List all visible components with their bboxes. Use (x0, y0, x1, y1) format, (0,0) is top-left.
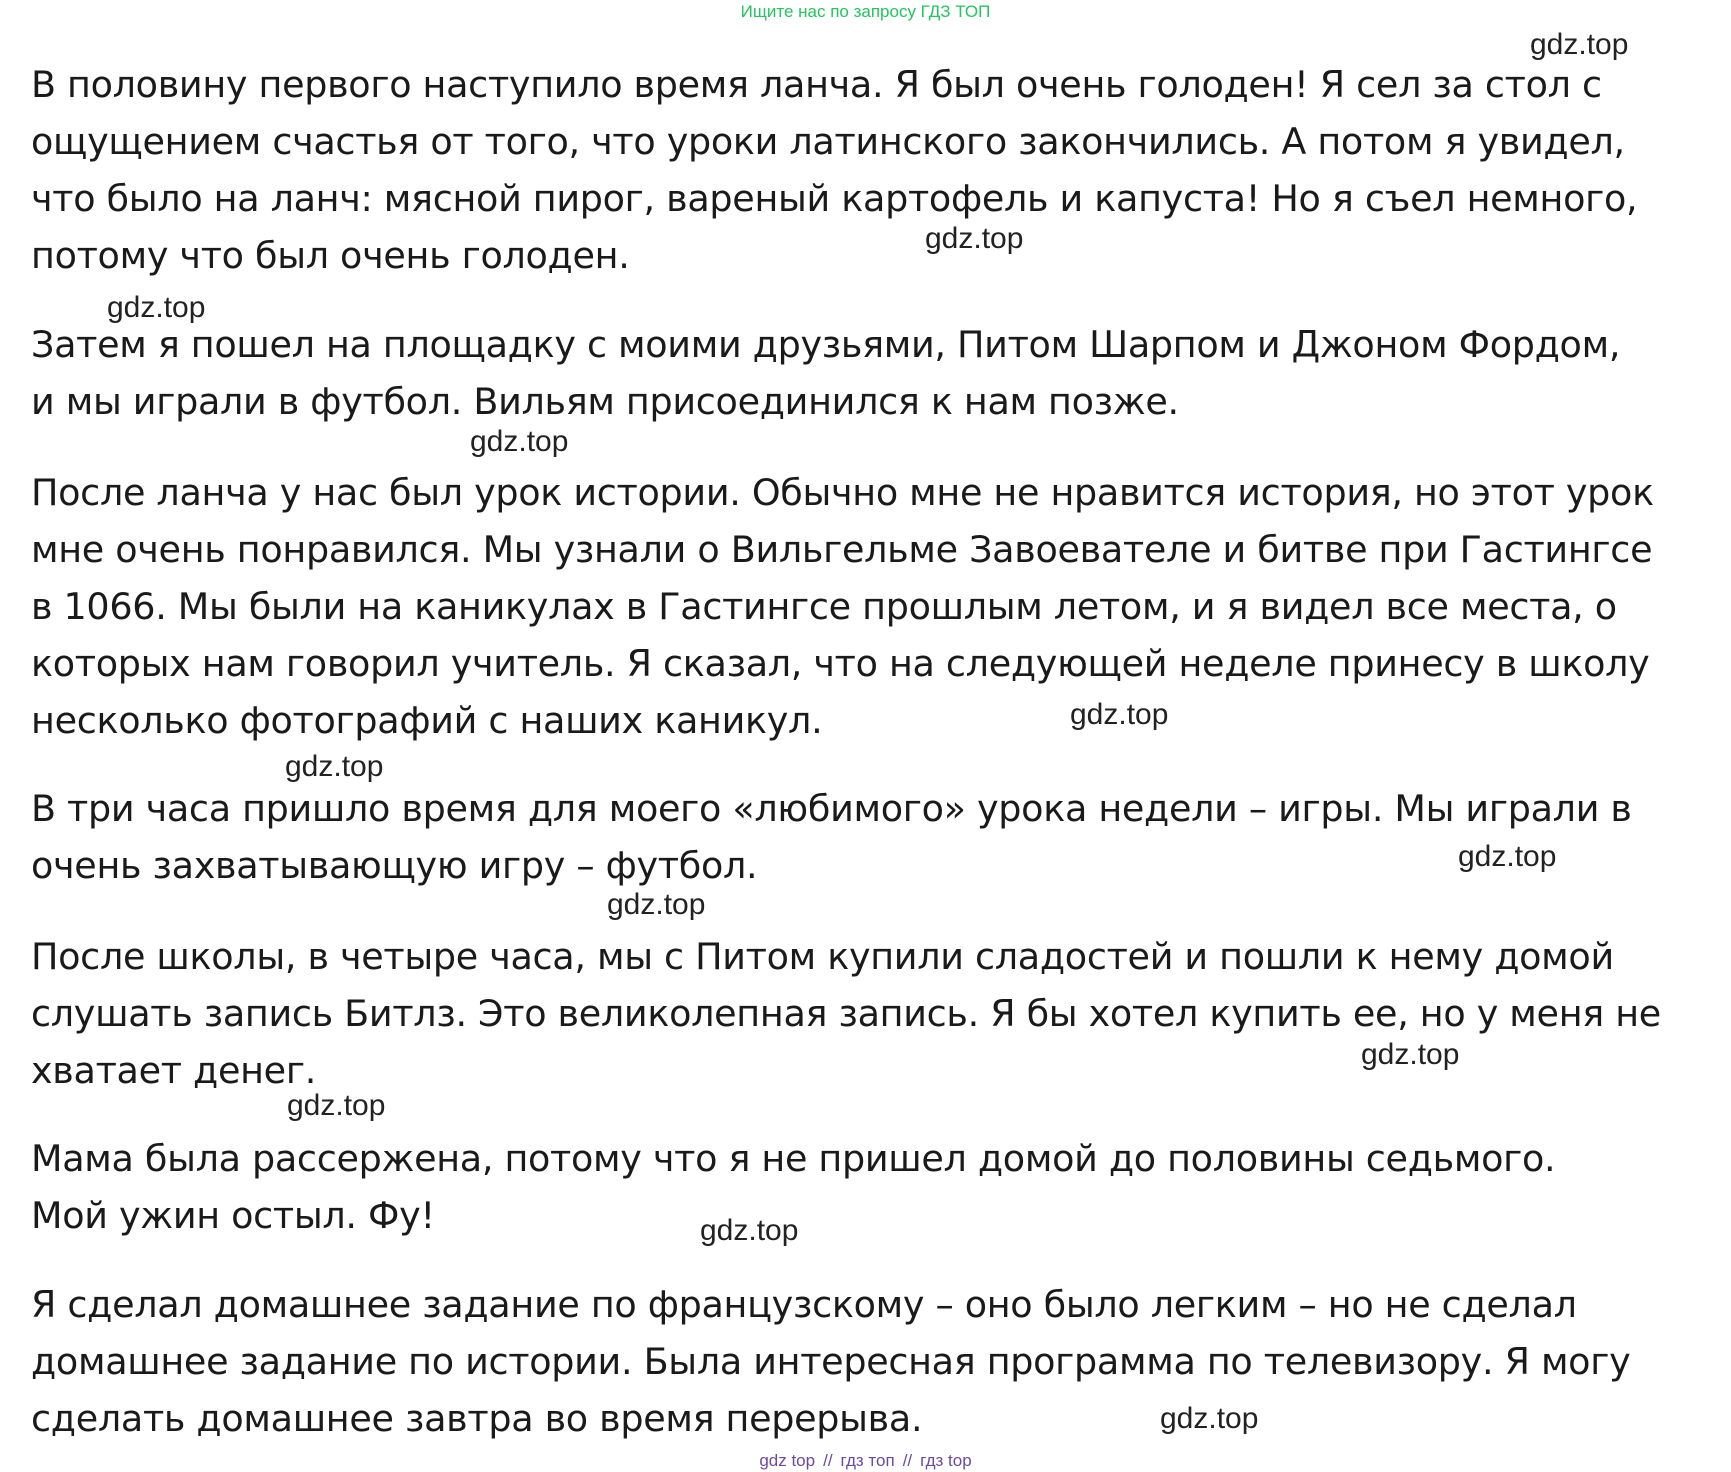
text-line: в 1066. Мы были на каникулах в Гастингсе прошлым летом, и я видел все места, о (31, 585, 1617, 628)
text-line: В половину первого наступило время ланча. Я был очень голоден! Я сел за стол с (31, 63, 1602, 106)
watermark: gdz.top (285, 750, 384, 783)
paragraph-after-school (31, 928, 1721, 1099)
paragraph-homework (31, 1276, 1721, 1447)
paragraph-lunch (31, 56, 1721, 284)
footer-link[interactable]: gdz top (759, 1451, 816, 1470)
footer-links (0, 1451, 1731, 1471)
text-line: В три часа пришло время для моего «любимого» урока недели – игры. Мы играли в (31, 787, 1632, 830)
text-line: Я сделал домашнее задание по французскому – оно было легким – но не сделал (31, 1283, 1577, 1326)
watermark: gdz.top (470, 425, 569, 458)
header-search-link[interactable]: Ищите нас по запросу ГДЗ ТОП (740, 2, 991, 21)
paragraph-games (31, 780, 1721, 894)
text-line: несколько фотографий с наших каникул. (31, 699, 823, 742)
footer-separator: // (823, 1451, 833, 1470)
text-line: что было на ланч: мясной пирог, вареный картофель и капуста! Но я съел немного, (31, 177, 1638, 220)
text-line: и мы играли в футбол. Вильям присоединился к нам позже. (31, 380, 1179, 423)
text-line: ощущением счастья от того, что уроки латинского закончились. А потом я увидел, (31, 120, 1625, 163)
text-line: После школы, в четыре часа, мы с Питом купили сладостей и пошли к нему домой (31, 935, 1614, 978)
watermark: gdz.top (1361, 1038, 1460, 1071)
footer-link[interactable]: гдз top (920, 1451, 972, 1470)
text-line: мне очень понравился. Мы узнали о Вильгельме Завоевателе и битве при Гастингсе (31, 528, 1653, 571)
footer-link[interactable]: гдз топ (840, 1451, 895, 1470)
text-line: очень захватывающую игру – футбол. (31, 844, 758, 887)
paragraph-mom (31, 1130, 1721, 1244)
text-line: хватает денег. (31, 1049, 317, 1092)
text-line: домашнее задание по истории. Была интересная программа по телевизору. Я могу (31, 1340, 1631, 1383)
text-line: Мой ужин остыл. Фу! (31, 1194, 435, 1237)
watermark: gdz.top (1070, 698, 1169, 731)
watermark: gdz.top (1530, 28, 1629, 61)
paragraph-playground (31, 316, 1721, 430)
watermark: gdz.top (107, 291, 206, 324)
paragraph-history (31, 464, 1721, 749)
footer-separator: // (902, 1451, 913, 1470)
watermark: gdz.top (925, 222, 1024, 255)
text-line: Затем я пошел на площадку с моими друзьями, Питом Шарпом и Джоном Фордом, (31, 323, 1621, 366)
watermark: gdz.top (1458, 840, 1557, 873)
text-line: сделать домашнее завтра во время перерыва. (31, 1397, 923, 1440)
watermark: gdz.top (700, 1214, 799, 1247)
watermark: gdz.top (287, 1089, 386, 1122)
watermark: gdz.top (1160, 1402, 1259, 1435)
text-line: После ланча у нас был урок истории. Обычно мне не нравится история, но этот урок (31, 471, 1654, 514)
watermark: gdz.top (607, 888, 706, 921)
text-line: которых нам говорил учитель. Я сказал, что на следующей неделе принесу в школу (31, 642, 1650, 685)
text-line: слушать запись Битлз. Это великолепная запись. Я бы хотел купить ее, но у меня не (31, 992, 1661, 1035)
text-line: потому что был очень голоден. (31, 234, 630, 277)
text-line: Мама была рассержена, потому что я не пришел домой до половины седьмого. (31, 1137, 1556, 1180)
